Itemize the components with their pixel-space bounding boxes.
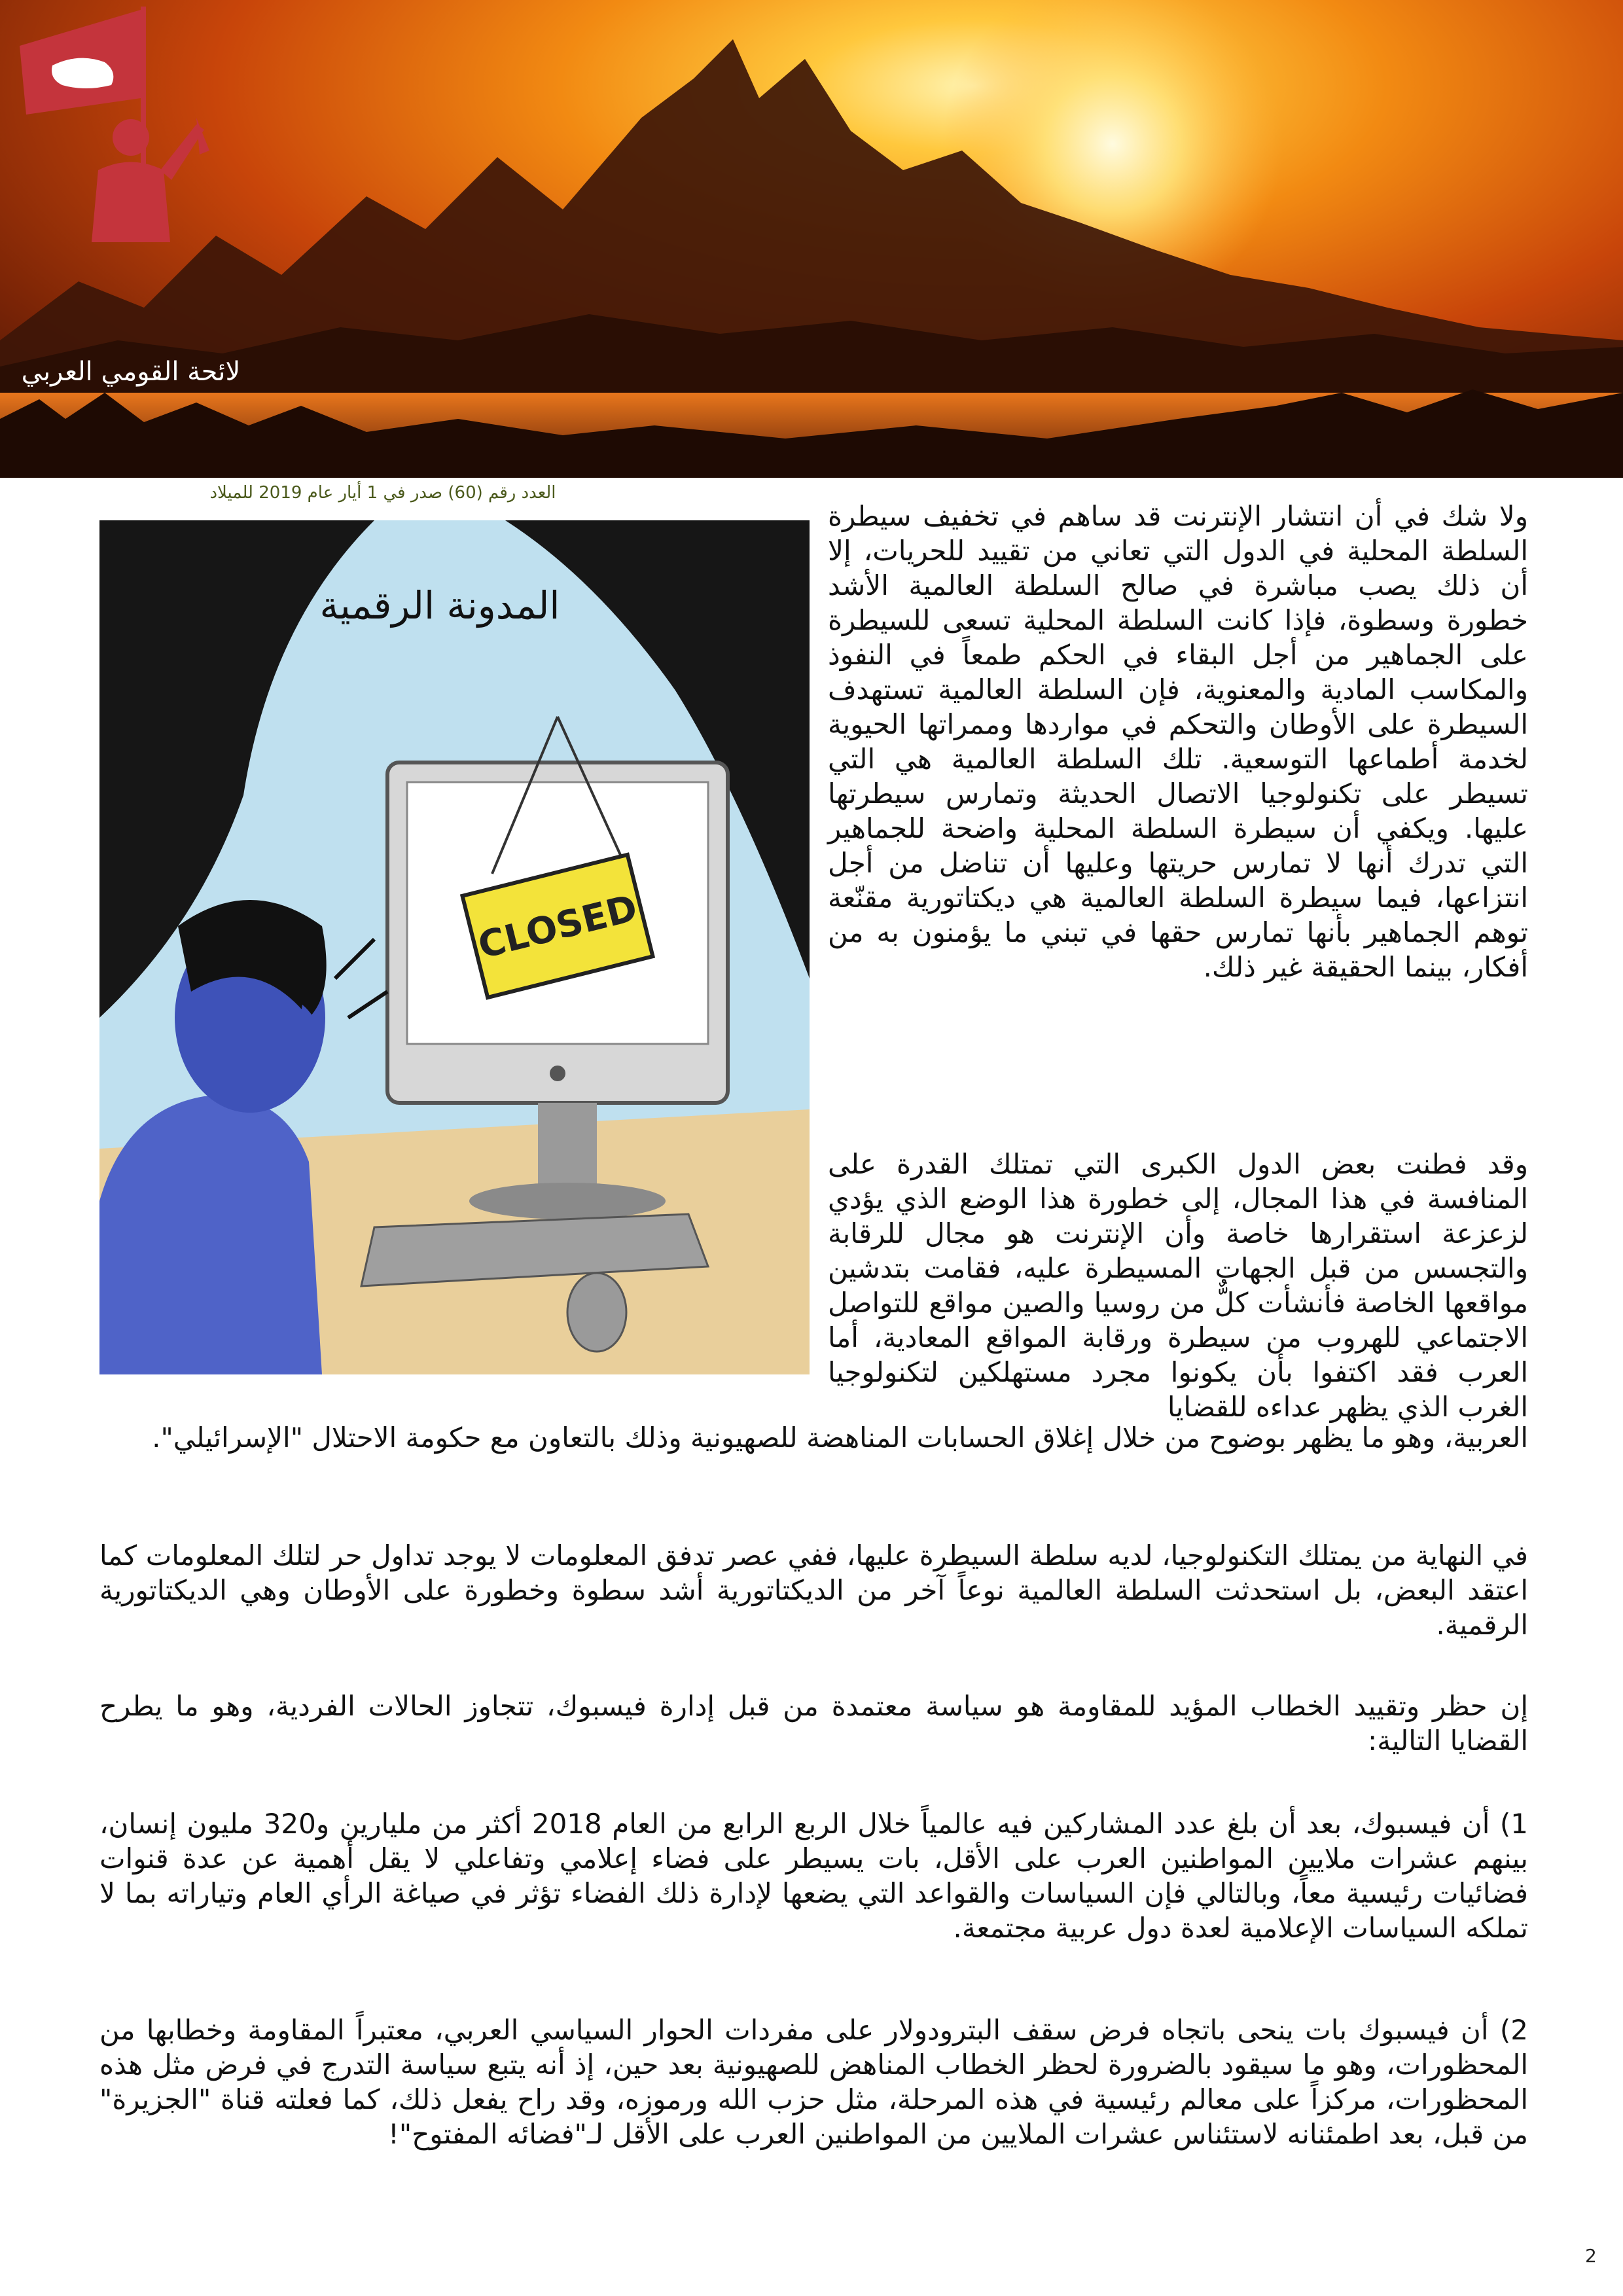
article-paragraph-4: إن حظر وتقييد الخطاب المؤيد للمقاومة هو سياسة معتمدة من قبل إدارة فيسبوك، تتجاوز الحالات الفردية، وهو ما يطرح القضايا التالية: [99, 1690, 1528, 1757]
cartoon-caption: المدونة الرقمية [319, 583, 560, 628]
header-banner [0, 0, 1623, 478]
brand-name: لائحة القومي العربي [21, 357, 241, 387]
sunset-mountains-illustration [0, 0, 1623, 478]
page-number: 2 [1585, 2245, 1597, 2267]
article-paragraph-3: في النهاية من يمتلك التكنولوجيا، لديه سلطة السيطرة عليها، ففي عصر تدفق المعلومات لا يوجد تداول حر لتلك المعلومات كما اعتقد البعض، بل استحدثت السلطة العالمية نوعاً آخر من الديكتاتورية أشد سطوة وخطورة على الأوطان وهي الديكتاتورية الرقمية. [99, 1539, 1528, 1641]
article-paragraph-2-continued: العربية، وهو ما يظهر بوضوح من خلال إغلاق الحسابات المناهضة للصهيونية وذلك بالتعاون مع حكومة الاحتلال "الإسرائيلي". [152, 1422, 1528, 1454]
issue-info: العدد رقم (60) صدر في 1 أيار عام 2019 للميلاد [209, 483, 556, 503]
cartoon-drawing [99, 520, 810, 1374]
article-paragraph-2: وقد فطنت بعض الدول الكبرى التي تمتلك القدرة على المنافسة في هذا المجال، إلى خطورة هذا الوضع الذي يؤدي لزعزعة استقرارها خاصة وأن الإنترنت هو مجال للرقابة والتجسس من قبل الجهات المسيطرة عليه، فقامت بتدشين مواقعها الخاصة فأنشأت كلٌّ من روسيا والصين مواقع للتواصل الاجتماعي للهروب من سيطرة ورقابة المواقع المعادية، أما العرب فقد اكتفوا بأن يكونوا مجرد مستهلكين لتكنولوجيا الغرب الذي يظهر عداءه للقضايا [828, 1148, 1528, 1423]
cartoon-illustration [99, 520, 810, 1374]
article-paragraph-1: ولا شك في أن انتشار الإنترنت قد ساهم في تخفيف سيطرة السلطة المحلية في الدول التي تعاني من تقييد للحريات، إلا أن ذلك يصب مباشرة في صالح السلطة العالمية الأشد خطورة وسطوة، فإذا كانت السلطة المحلية تسعى للسيطرة على الجماهير من أجل البقاء في الحكم طمعاً في النفوذ والمكاسب المادية والمعنوية، فإن السلطة العالمية تستهدف السيطرة على الأوطان والتحكم في مواردها وممراتها الحيوية لخدمة أطماعها التوسعية. تلك السلطة العالمية هي التي تسيطر على تكنولوجيا الاتصال الحديثة وتمارس سيطرتها عليها. ويكفي أن سيطرة السلطة المحلية واضحة للجماهير التي تدرك أنها لا تمارس حريتها وعليها أن تناضل من أجل انتزاعها، فيما سيطرة السلطة العالمية هي ديكتاتورية مقنّعة توهم الجماهير بأنها تمارس حقها في تبني ما يؤمنون به من أفكار، بينما الحقيقة غير ذلك. [828, 500, 1528, 983]
article-paragraph-6: 2) أن فيسبوك بات ينحى باتجاه فرض سقف البترودولار على مفردات الحوار السياسي العربي، معتبراً المقاومة وخطابها من المحظورات، وهو ما سيقود بالضرورة لحظر الخطاب المناهض للصهيونية بعد حين، إذ أنه يتبع سياسة التدرج في فرض مثل هذه المحظورات، مركزاً على معالم رئيسية في هذه المرحلة، مثل حزب الله ورموزه، وقد راح يفعل ذلك، كما فعلته قناة "الجزيرة" من قبل، بعد اطمئنانه لاستئناس عشرات الملايين من المواطنين العرب على الأقل لـ"فضائه المفتوح"! [99, 2014, 1528, 2150]
closed-sign-text: CLOSED [474, 886, 642, 967]
brand-logo [0, 0, 216, 249]
article-paragraph-5: 1) أن فيسبوك، بعد أن بلغ عدد المشاركين فيه عالمياً خلال الربع الرابع من العام 2018 أكثر من مليارين و320 مليون إنسان، بينهم عشرات ملايين المواطنين العرب على الأقل، بات يسيطر على فضاء إعلامي وتفاعلي لا يقل أهمية عن عدة قنوات فضائيات رئيسية معاً، وبالتالي فإن السياسات والقواعد التي يضعها لإدارة ذلك الفضاء تؤثر في صياغة الرأي العام وتياراته بما لا تملكه السياسات الإعلامية لعدة دول عربية مجتمعة. [99, 1808, 1529, 1944]
